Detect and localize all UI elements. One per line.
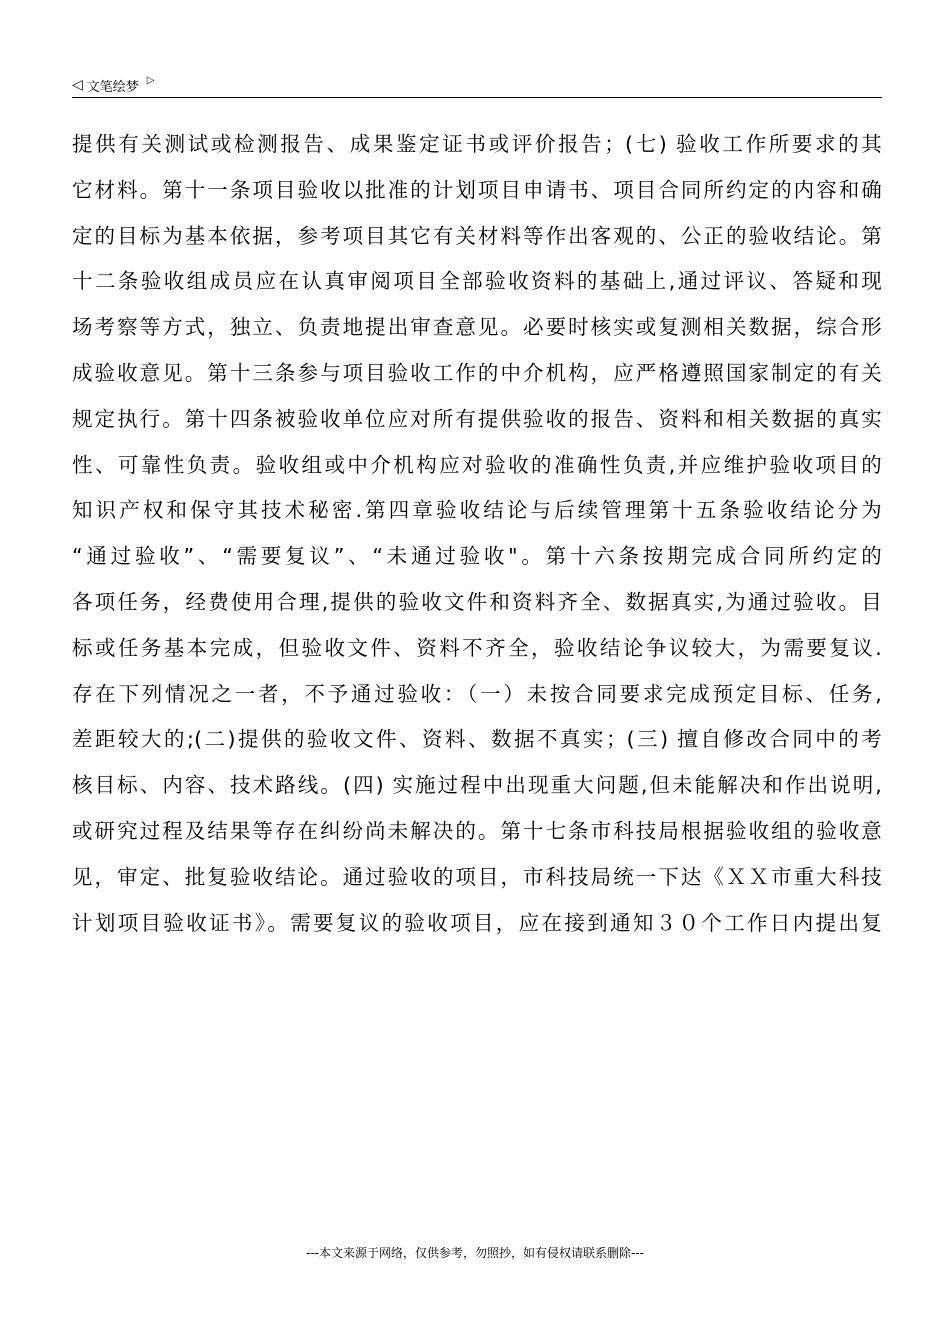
body-line: 规定执行。第十四条被验收单位应对所有提供验收的报告、资料和相关数据的真实 <box>72 406 882 431</box>
header-title: 文笔绘梦 <box>86 79 139 95</box>
body-line: 存在下列情况之一者，不予通过验收：（一）未按合同要求完成预定目标、任务, <box>72 681 882 706</box>
body-line: 知识产权和保守其技术秘密.第四章验收结论与后续管理第十五条验收结论分为 <box>72 498 882 523</box>
body-line: 定的目标为基本依据，参考项目其它有关材料等作出客观的、公正的验收结论。第 <box>72 223 882 248</box>
page-footer: ---本文来源于网络，仅供参考，勿照抄，如有侵权请联系删除--- <box>306 1246 644 1260</box>
body-line: 它材料。第十一条项目验收以批准的计划项目申请书、项目合同所约定的内容和确 <box>72 177 882 202</box>
document-body <box>72 122 882 946</box>
body-line: 见，审定、批复验收结论。通过验收的项目，市科技局统一下达《ＸＸ市重大科技 <box>72 864 882 889</box>
body-line: 差距较大的;(二)提供的验收文件、资料、数据不真实；(三) 擅自修改合同中的考 <box>72 727 882 752</box>
right-triangle-icon: ▷ <box>146 75 155 86</box>
body-line: 标或任务基本完成，但验收文件、资料不齐全，验收结论争议较大，为需要复议. <box>72 635 882 660</box>
body-line: 十二条验收组成员应在认真审阅项目全部验收资料的基础上,通过评议、答疑和现 <box>72 269 882 294</box>
body-line: 各项任务，经费使用合理,提供的验收文件和资料齐全、数据真实,为通过验收。目 <box>72 589 882 614</box>
header-divider <box>72 97 882 98</box>
body-line: 提供有关测试或检测报告、成果鉴定证书或评价报告；(七) 验收工作所要求的其 <box>72 132 882 156</box>
body-line: 成验收意见。第十三条参与项目验收工作的中介机构，应严格遵照国家制定的有关 <box>72 360 882 385</box>
left-triangle-icon: ◁ <box>72 77 83 93</box>
body-line: 性、可靠性负责。验收组或中介机构应对验收的准确性负责,并应维护验收项目的 <box>72 452 882 477</box>
body-line: 计划项目验收证书》。需要复议的验收项目，应在接到通知３０个工作日内提出复 <box>72 910 882 935</box>
body-line: 核目标、内容、技术路线。(四) 实施过程中出现重大问题,但未能解决和作出说明, <box>72 773 882 798</box>
body-line: 场考察等方式，独立、负责地提出审查意见。必要时核实或复测相关数据，综合形 <box>72 315 882 340</box>
body-line: 或研究过程及结果等存在纠纷尚未解决的。第十七条市科技局根据验收组的验收意 <box>72 818 882 843</box>
body-line: “通过验收”、“需要复议”、“未通过验收"。第十六条按期完成合同所约定的 <box>72 544 882 569</box>
page-header <box>72 74 882 96</box>
